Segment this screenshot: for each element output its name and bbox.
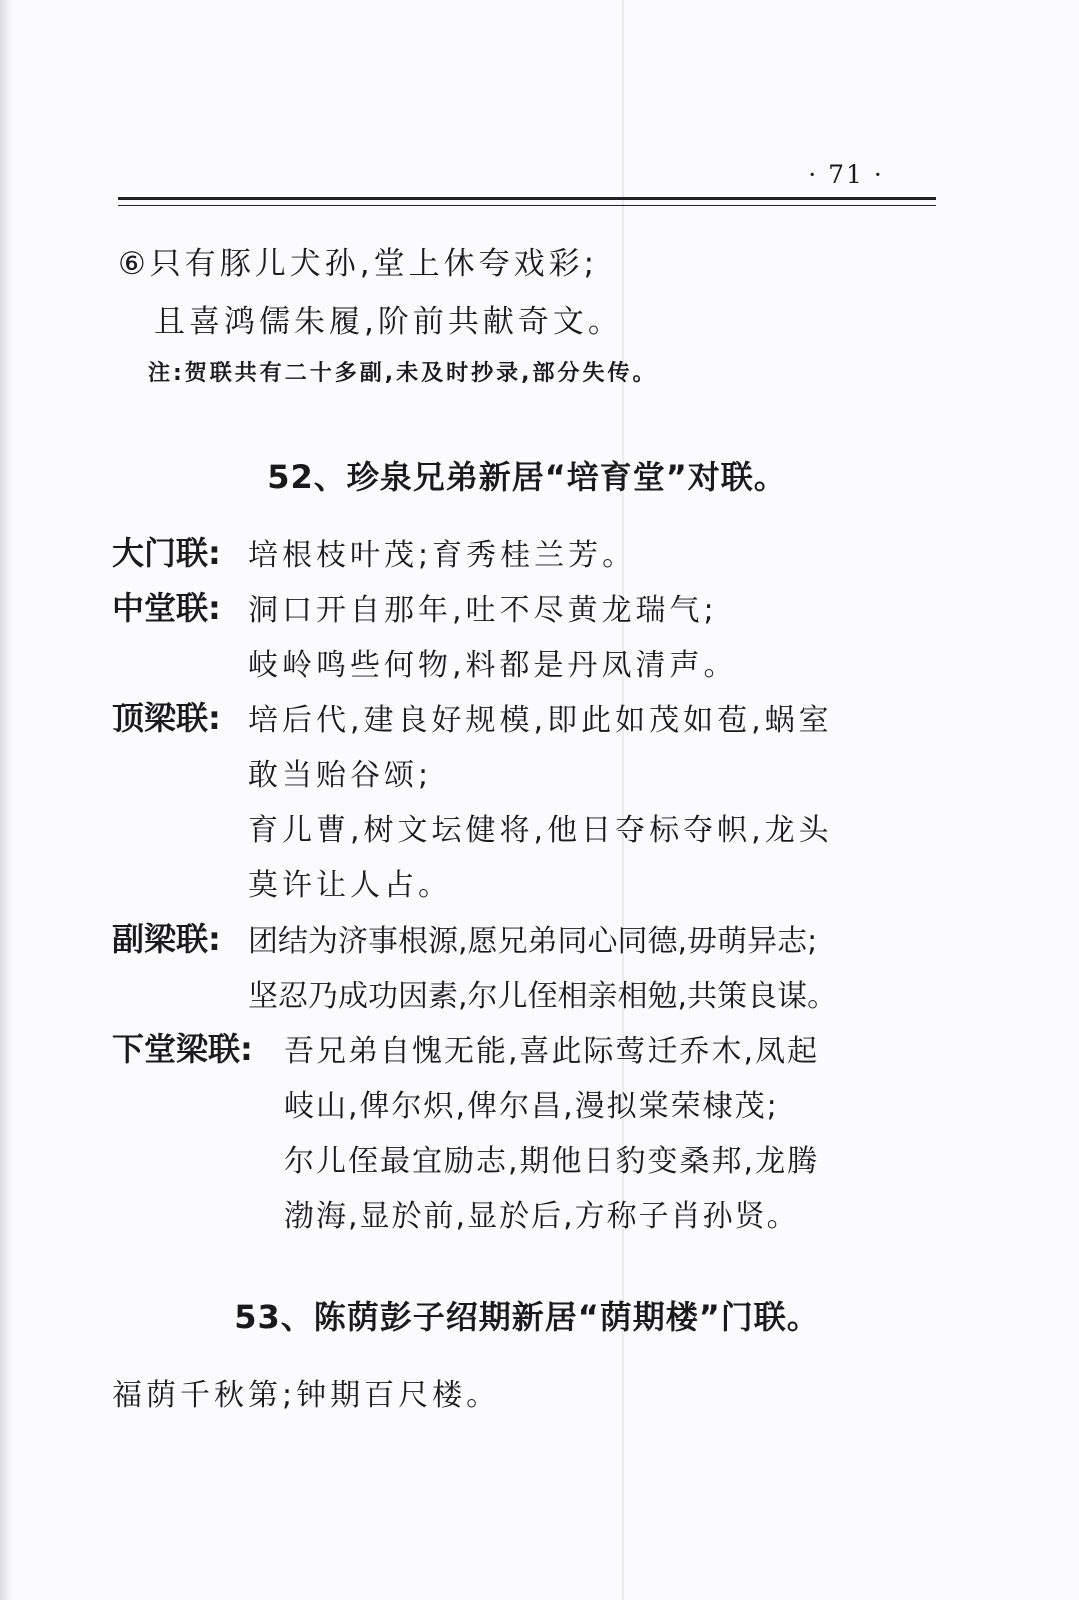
entry-line: 育儿曹,树文坛健将,他日夺标夺帜,龙头 [248,813,833,848]
page-number: · 71 · [808,160,884,189]
entry-line: 莫许让人占。 [248,868,452,903]
section-heading: 52、珍泉兄弟新居“培育堂”对联。 [267,458,787,496]
entry-label: 中堂联: [112,589,221,627]
entry-line: 团结为济事根源,愿兄弟同心同德,毋萌异志; [248,924,818,959]
entry-line: 尔儿侄最宜励志,期他日豹变桑邦,龙腾 [284,1144,820,1179]
section-heading: 53、陈荫彭子绍期新居“荫期楼”门联。 [234,1298,820,1336]
entry-line: 洞口开自那年,吐不尽黄龙瑞气; [248,593,718,628]
page-edge-shadow [0,0,14,1600]
entry-label: 大门联: [112,534,221,572]
entry-line: 敢当贻谷颂; [248,758,433,793]
couplet-line: ⑥只有豚儿犬孙,堂上休夸戏彩; [118,246,599,282]
entry-label: 副梁联: [112,920,221,958]
entry-label: 顶梁联: [112,699,221,737]
header-rule-thin [118,205,936,206]
entry-line: 岐岭鸣些何物,料都是丹凤清声。 [248,648,738,683]
couplet-line: 福荫千秋第;钟期百尺楼。 [112,1378,501,1413]
footnote: 注:贺联共有二十多副,未及时抄录,部分失传。 [148,361,658,386]
entry-line: 渤海,显於前,显於后,方称子肖孙贤。 [284,1199,799,1234]
header-rule-thick [118,197,936,200]
scan-fold-line [622,0,624,1600]
entry-line: 培根枝叶茂;育秀桂兰芳。 [248,538,637,573]
couplet-line: 且喜鸿儒朱履,阶前共献奇文。 [154,304,623,340]
entry-line: 吾兄弟自愧无能,喜此际莺迁乔木,凤起 [284,1034,820,1069]
entry-line: 岐山,俾尔炽,俾尔昌,漫拟棠荣棣茂; [284,1089,779,1124]
entry-line: 培后代,建良好规模,即此如茂如苞,蜗室 [248,703,833,738]
entry-line: 坚忍乃成功因素,尔儿侄相亲相勉,共策良谋。 [248,979,838,1014]
entry-label: 下堂梁联: [112,1030,253,1068]
